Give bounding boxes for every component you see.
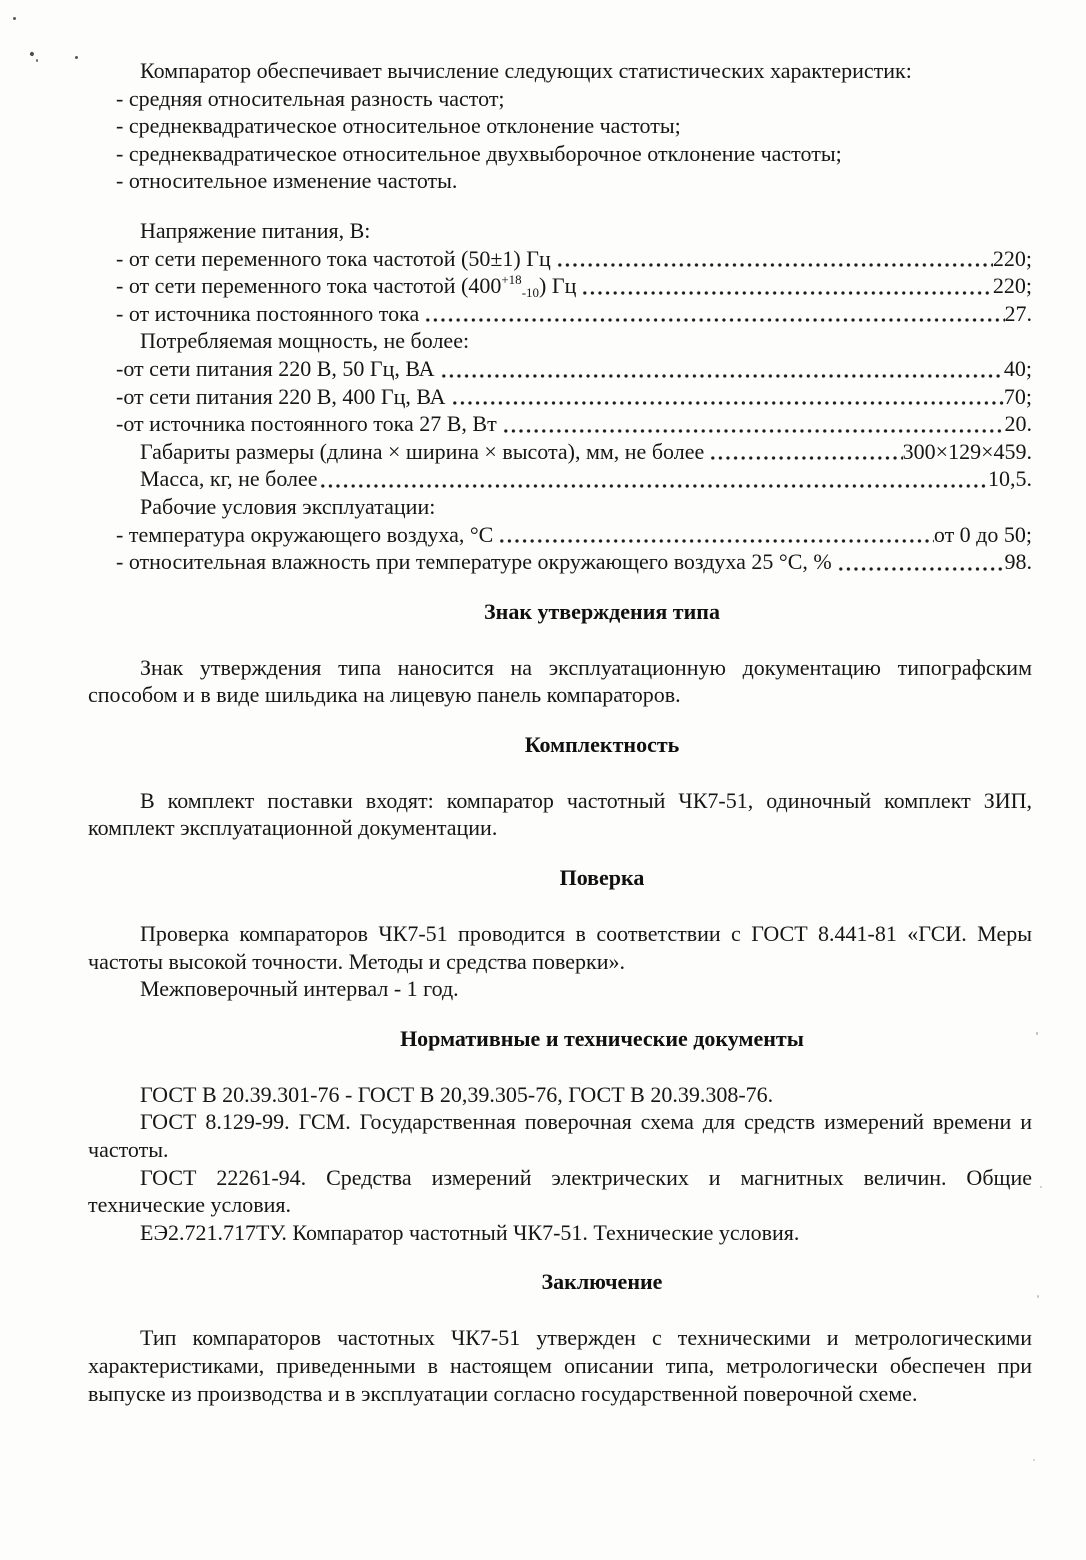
spec-label: - температура окружающего воздуха, °С <box>116 521 494 547</box>
spec-value: 220; <box>992 273 1032 299</box>
spec-label: -от сети питания 220 В, 50 Гц, ВА <box>116 355 435 381</box>
dot-leader <box>709 438 902 466</box>
spec-value: 300×129×459. <box>902 438 1032 464</box>
dot-leader <box>451 383 1004 411</box>
tolerance-subscript: -10 <box>521 285 540 301</box>
list-item: - среднеквадратическое относительное двухвыборочное отклонение частоты; <box>116 140 842 166</box>
scan-speck <box>29 51 35 57</box>
paragraph: В комплект поставки входят: компаратор частотный ЧК7-51, одиночный комплект ЗИП, комплект эксплуатационной документации. <box>88 787 1032 841</box>
list-item: - среднеквадратическое относительное отклонение частоты; <box>116 113 681 139</box>
spec-label: - от сети переменного тока частотой (50±1) Гц <box>116 245 551 271</box>
spec-line <box>88 355 1032 383</box>
section-heading: Заключение <box>541 1269 663 1295</box>
spec-label: -от сети питания 220 В, 400 Гц, ВА <box>116 383 446 409</box>
spec-label <box>116 272 576 300</box>
spec-value: 40; <box>1003 355 1032 381</box>
scan-speck <box>36 59 38 62</box>
section-normative-documents <box>88 1025 1032 1247</box>
dot-leader <box>440 355 1004 383</box>
section-heading: Комплектность <box>524 731 680 757</box>
paragraph: ГОСТ 22261-94. Средства измерений электрических и магнитных величин. Общие технические условия. <box>88 1164 1032 1218</box>
paragraph: Тип компараторов частотных ЧК7-51 утвержден с техническими и метрологическими характеристиками, приведенными в настоящем описании типа, метрологически обеспечен при выпуске из производства и в эксплуатации согласно государственной поверочной схеме. <box>88 1325 1032 1406</box>
spec-value: 20. <box>1004 411 1032 437</box>
spec-label: Масса, кг, не более <box>140 466 318 492</box>
spec-value: от 0 до 50; <box>933 521 1032 547</box>
section-heading: Поверка <box>559 865 645 891</box>
section-completeness <box>88 731 1032 842</box>
scan-speck <box>1033 1459 1035 1461</box>
section-conclusion <box>88 1268 1032 1407</box>
list-item: - средняя относительная разность частот; <box>116 85 505 111</box>
spec-line <box>88 521 1032 549</box>
list-item: - относительное изменение частоты. <box>116 168 458 194</box>
scan-speck <box>75 56 78 59</box>
spec-label: Габариты размеры (длина × ширина × высота), мм, не более <box>140 438 705 464</box>
spec-line <box>88 548 1032 576</box>
dot-leader <box>424 300 1004 328</box>
spec-group-title: Напряжение питания, В: <box>140 217 371 243</box>
document-page <box>88 57 1032 1407</box>
scan-speck <box>1036 1032 1038 1035</box>
spec-line <box>88 245 1032 273</box>
spec-label-post: ) Гц <box>539 273 577 299</box>
tolerance-superscript: +18 <box>501 272 522 288</box>
paragraph: Межповерочный интервал - 1 год. <box>140 976 459 1002</box>
specs-block <box>88 217 1032 576</box>
spec-label-pre: - от сети переменного тока частотой (400 <box>116 273 502 299</box>
spec-group-title: Рабочие условия эксплуатации: <box>140 493 436 519</box>
spec-label: - относительная влажность при температуре окружающего воздуха 25 °С, % <box>116 549 832 575</box>
dot-leader <box>319 465 988 493</box>
dot-leader <box>837 548 1005 576</box>
spec-line <box>88 383 1032 411</box>
dot-leader <box>556 245 993 273</box>
paragraph: ЕЭ2.721.717ТУ. Компаратор частотный ЧК7-51. Технические условия. <box>140 1219 800 1245</box>
spec-label: - от источника постоянного тока <box>116 300 420 326</box>
spec-line <box>88 272 1032 300</box>
spec-line <box>88 300 1032 328</box>
section-heading: Знак утверждения типа <box>484 598 720 624</box>
spec-value: 10,5. <box>988 466 1032 492</box>
paragraph: ГОСТ 8.129-99. ГСМ. Государственная поверочная схема для средств измерений времени и частоты. <box>88 1109 1032 1163</box>
scan-speck <box>1040 1186 1042 1188</box>
spec-value: 70; <box>1003 383 1032 409</box>
dot-leader <box>498 521 934 549</box>
spec-line <box>88 438 1032 466</box>
section-verification <box>88 864 1032 1003</box>
dot-leader <box>502 410 1005 438</box>
intro-block <box>88 57 1032 195</box>
paragraph: Знак утверждения типа наносится на эксплуатационную документацию типографским способом и в виде шильдика на лицевую панель компараторов. <box>88 654 1032 708</box>
spec-value: 220; <box>992 245 1032 271</box>
spec-line <box>88 465 1032 493</box>
spec-value: 27. <box>1004 300 1032 326</box>
spec-value: 98. <box>1004 549 1032 575</box>
paragraph: Проверка компараторов ЧК7-51 проводится в соответствии с ГОСТ 8.441-81 «ГСИ. Меры частоты высокой точности. Методы и средства поверки». <box>88 921 1032 974</box>
scan-speck <box>13 17 16 20</box>
intro-lead: Компаратор обеспечивает вычисление следующих статистических характеристик: <box>140 58 912 83</box>
section-type-approval-mark <box>88 598 1032 709</box>
dot-leader <box>581 272 993 300</box>
spec-label: -от источника постоянного тока 27 В, Вт <box>116 411 497 437</box>
spec-line <box>88 410 1032 438</box>
scan-speck <box>1037 1295 1039 1298</box>
section-heading: Нормативные и технические документы <box>400 1025 804 1051</box>
spec-group-title: Потребляемая мощность, не более: <box>140 328 470 354</box>
paragraph: ГОСТ В 20.39.301-76 - ГОСТ В 20,39.305-76, ГОСТ В 20.39.308-76. <box>140 1081 774 1107</box>
